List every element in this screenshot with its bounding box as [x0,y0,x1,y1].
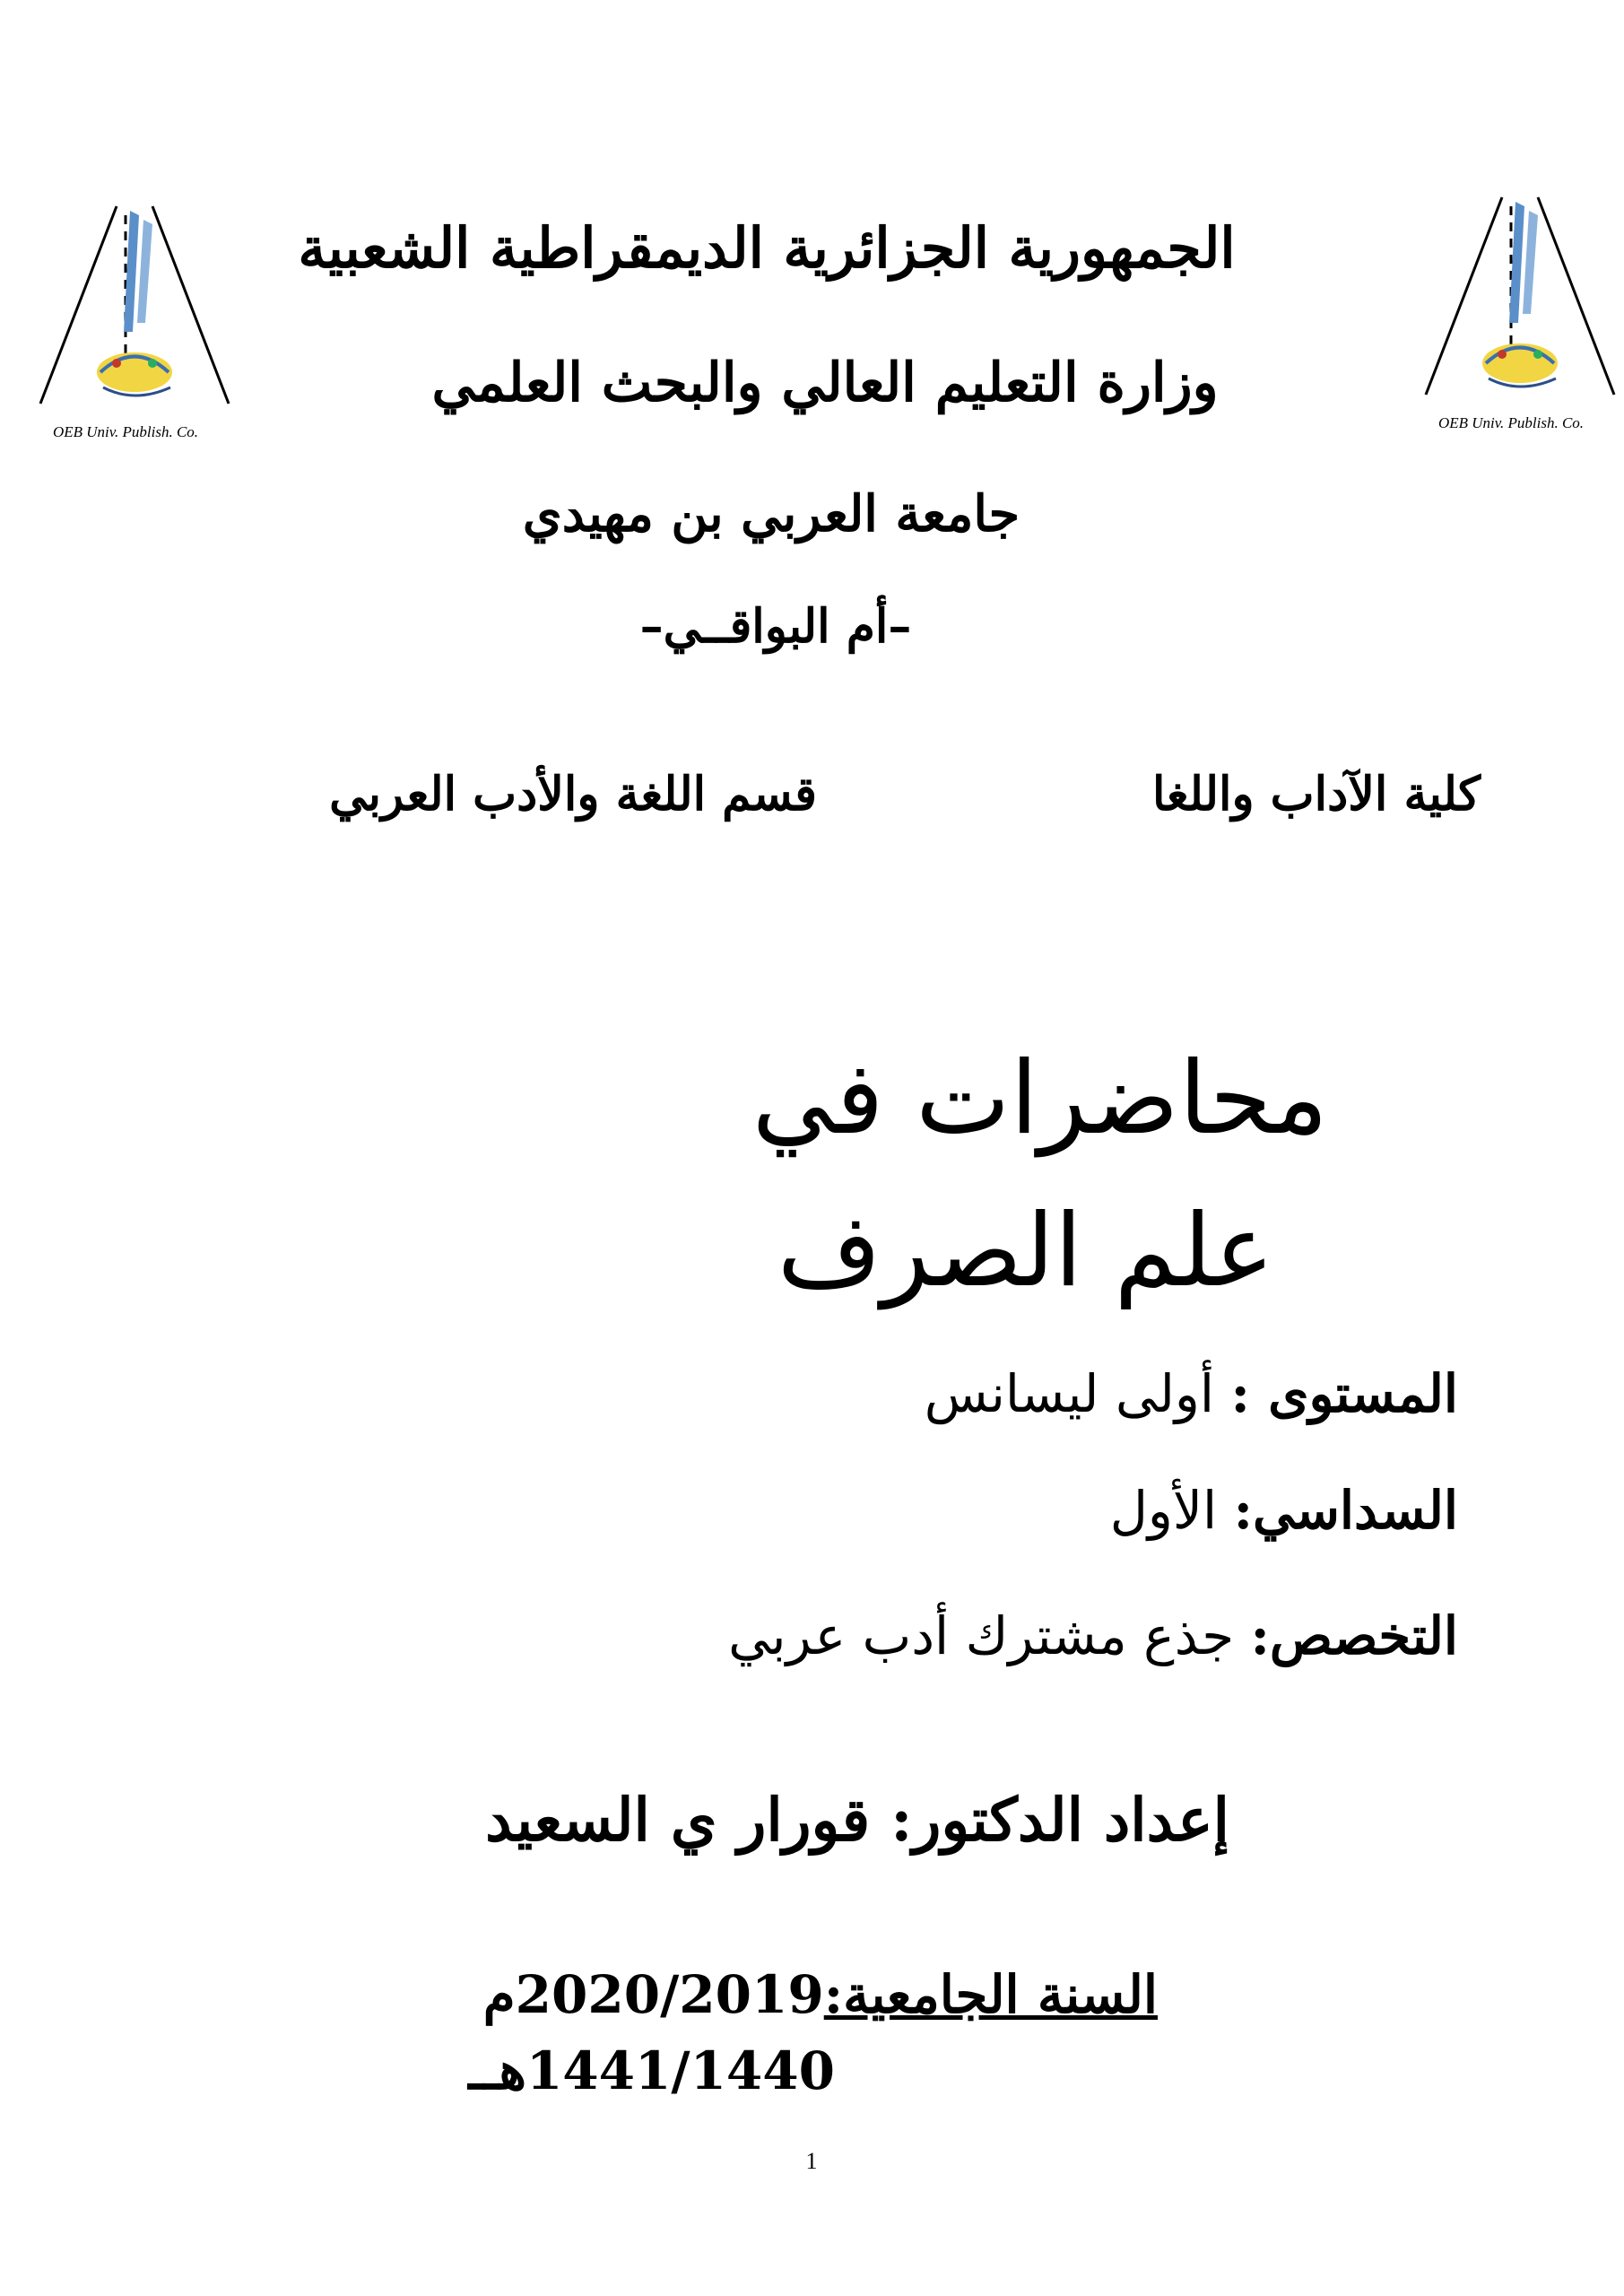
university-logo-right [1403,179,1619,448]
university-emblem-icon [18,188,233,430]
department-name: قسم اللغة والأدب العربي [329,767,817,822]
level-field [925,1363,1458,1424]
academic-year-gregorian: 2020/2019م [482,1964,824,2025]
specialty-value: جذع مشترك أدب عربي [728,1605,1235,1666]
specialty-label: التخصص: [1250,1605,1458,1666]
republic-heading: الجمهورية الجزائرية الديمقراطية الشعبية [298,215,1236,281]
faculty-name: كلية الآداب واللغا [1152,767,1481,822]
semester-value: الأول [1109,1480,1218,1541]
specialty-field [728,1605,1458,1666]
logo-caption-right: OEB Univ. Publish. Co. [1437,414,1585,431]
semester-field [1110,1480,1458,1541]
academic-year-label: السنة الجامعية: [823,1964,1158,2025]
academic-year-line [483,1964,1158,2025]
author-line: إعداد الدكتور: قورار ي السعيد [485,1785,1229,1855]
university-name: جامعة العربي بن مهيدي [522,484,1020,544]
level-label: المستوى : [1230,1363,1458,1424]
university-logo-left [18,188,233,457]
page-number: 1 [805,2148,818,2174]
ministry-heading: وزارة التعليم العالي والبحث العلمي [431,352,1219,414]
lecture-title-line2: علم الصرف [777,1193,1274,1309]
level-value: أولى ليسانس [924,1363,1215,1424]
university-city: –أم البواقــي– [639,599,912,654]
logo-caption-left: OEB Univ. Publish. Co. [52,423,199,440]
university-emblem-icon [1403,179,1619,422]
lecture-title-line1: محاضرات في [751,1040,1328,1157]
semester-label: السداسي: [1233,1480,1458,1541]
academic-year-hijri: 1441/1440هــ [468,2040,835,2101]
